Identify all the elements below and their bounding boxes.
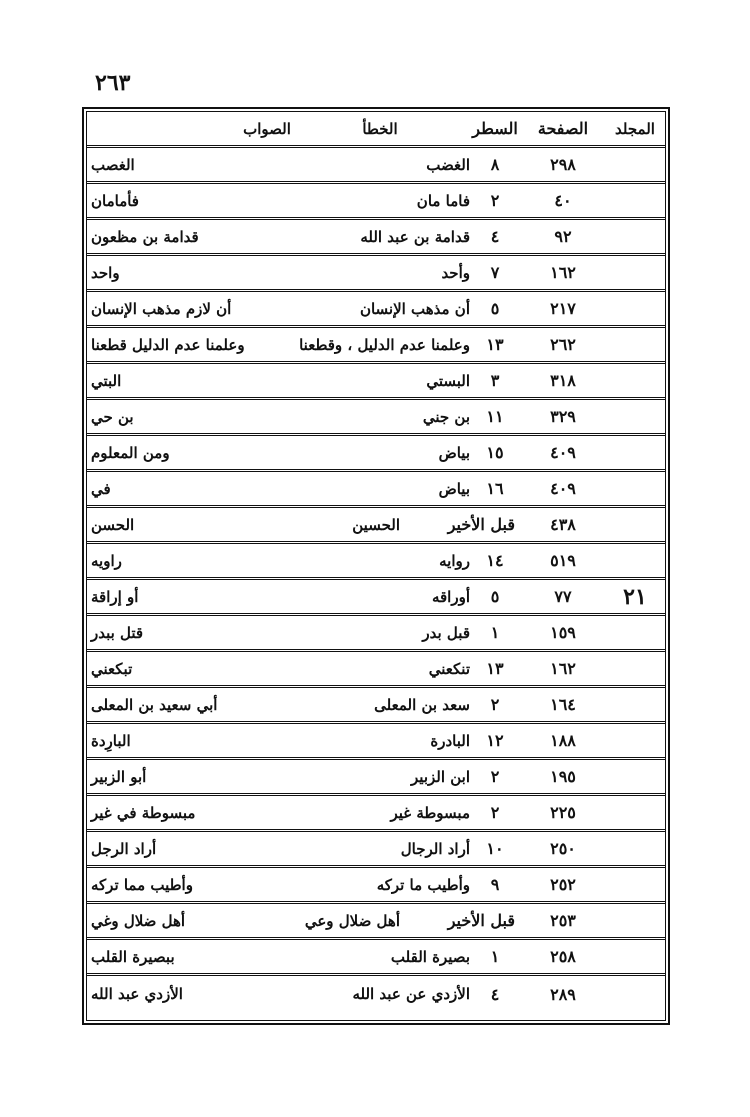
cell-line: ١٠ — [486, 839, 504, 858]
cell-page: ٢٨٩ — [550, 984, 576, 1004]
cell-right: قدامة بن مظعون — [91, 227, 199, 246]
errata-table — [82, 107, 670, 1025]
cell-volume — [605, 472, 665, 505]
cell-line: ٧ — [490, 263, 500, 282]
cell-page: ٩٢ — [554, 227, 572, 246]
cell-line: ٢ — [490, 803, 500, 822]
cell-page: ٤٠٩ — [550, 443, 576, 462]
cell-right: ومن المعلوم — [91, 443, 170, 462]
cell-line: ٤ — [490, 227, 500, 246]
cell-volume — [605, 652, 665, 685]
cell-right: تبكعني — [91, 659, 133, 678]
cell-wrong: قدامة بن عبد الله — [360, 227, 470, 246]
cell-wrong: تنكعني — [428, 659, 470, 678]
cell-volume — [605, 364, 665, 397]
cell-volume — [605, 220, 665, 253]
table-header-row — [87, 112, 665, 148]
cell-right: البارِدة — [91, 731, 131, 750]
errata-table-inner — [86, 111, 666, 1021]
table-row — [87, 544, 665, 580]
cell-page: ١٦٢ — [550, 263, 576, 282]
cell-volume — [605, 508, 665, 541]
cell-page: ٤٠٩ — [550, 479, 576, 498]
cell-page: ٣٢٩ — [550, 407, 576, 426]
header-right: الصواب — [243, 119, 291, 138]
cell-page: ١٨٨ — [550, 731, 576, 750]
cell-wrong: أراد الرجال — [400, 839, 470, 858]
cell-right: أبي سعيد بن المعلى — [91, 695, 218, 714]
table-row — [87, 868, 665, 904]
table-row — [87, 292, 665, 328]
cell-page: ٣١٨ — [550, 371, 576, 390]
cell-wrong: وأحد — [441, 263, 470, 282]
cell-line: ١٥ — [486, 443, 504, 462]
table-row — [87, 580, 665, 616]
table-row — [87, 904, 665, 940]
cell-right: الحسن — [91, 515, 135, 534]
header-wrong: الخطأ — [362, 119, 398, 138]
cell-volume: ٢١ — [623, 583, 647, 610]
cell-wrong: أهل ضلال وعي — [304, 911, 400, 930]
cell-page: ٢٥٢ — [550, 875, 576, 894]
cell-line: ٢ — [490, 191, 500, 210]
cell-volume — [605, 184, 665, 217]
cell-right: قتل ببدر — [91, 623, 144, 642]
cell-page: ٤٠ — [554, 191, 572, 210]
cell-wrong: أن مذهب الإنسان — [359, 299, 470, 318]
cell-line: ٣ — [490, 371, 500, 390]
cell-line: قبل الأخير — [447, 515, 515, 534]
cell-volume — [605, 940, 665, 973]
cell-line: ٥ — [490, 299, 500, 318]
cell-wrong: مبسوطة غير — [390, 803, 470, 822]
cell-volume — [605, 292, 665, 325]
cell-right: مبسوطة في غير — [91, 803, 196, 822]
cell-right: بن حي — [91, 407, 134, 426]
cell-right: وعلمنا عدم الدليل قطعنا — [91, 335, 245, 354]
cell-page: ٢١٧ — [550, 299, 576, 318]
cell-wrong: بياض — [438, 443, 470, 462]
cell-wrong: روايه — [439, 551, 470, 570]
cell-volume — [605, 904, 665, 937]
cell-right: أو إراقة — [91, 587, 139, 606]
cell-wrong: أوراقه — [431, 587, 470, 606]
cell-line: ١ — [490, 947, 500, 966]
cell-page: ٧٧ — [554, 587, 572, 606]
cell-right: أراد الرجل — [91, 839, 157, 858]
cell-right: وأطيب مما تركه — [91, 875, 193, 894]
cell-right: أبو الزبير — [91, 767, 147, 786]
cell-right: أن لازم مذهب الإنسان — [91, 299, 232, 318]
cell-right: فأمامان — [91, 191, 139, 210]
cell-right: أهل ضلال وغي — [91, 911, 186, 930]
cell-line: ٩ — [490, 875, 500, 894]
table-row — [87, 940, 665, 976]
cell-right: واحد — [91, 263, 120, 282]
cell-volume — [605, 832, 665, 865]
cell-right: راويه — [91, 551, 122, 570]
table-row — [87, 400, 665, 436]
table-row — [87, 976, 665, 1012]
cell-volume — [605, 616, 665, 649]
table-row — [87, 328, 665, 364]
cell-volume — [605, 688, 665, 721]
table-row — [87, 688, 665, 724]
cell-line: ٢ — [490, 767, 500, 786]
cell-line: ١ — [490, 623, 500, 642]
cell-volume — [605, 796, 665, 829]
cell-line: ١٣ — [486, 335, 504, 354]
cell-page: ١٥٩ — [550, 623, 576, 642]
cell-line: ١٢ — [486, 731, 504, 750]
cell-wrong: البادرة — [430, 731, 470, 750]
cell-page: ٢٥٠ — [550, 839, 576, 858]
table-row — [87, 220, 665, 256]
cell-page: ٢٢٥ — [550, 803, 576, 822]
cell-right: البتي — [91, 371, 122, 390]
cell-wrong: الغضب — [426, 155, 470, 174]
cell-line: ١٦ — [486, 479, 504, 498]
cell-page: ٢٥٣ — [550, 911, 576, 930]
cell-volume — [605, 724, 665, 757]
cell-wrong: الحسين — [352, 515, 400, 534]
table-row — [87, 616, 665, 652]
table-row — [87, 472, 665, 508]
page-number: ٢٦٣ — [95, 70, 131, 96]
cell-volume — [605, 148, 665, 181]
cell-volume — [605, 328, 665, 361]
cell-line: ١٤ — [486, 551, 504, 570]
table-row — [87, 364, 665, 400]
cell-line: قبل الأخير — [447, 911, 515, 930]
cell-volume — [605, 868, 665, 901]
cell-line: ١٣ — [486, 659, 504, 678]
cell-page: ٥١٩ — [550, 551, 576, 570]
header-line: السطر — [472, 119, 518, 138]
cell-page: ٤٣٨ — [550, 515, 576, 534]
header-page: الصفحة — [537, 119, 589, 138]
cell-wrong: سعد بن المعلى — [374, 695, 470, 714]
cell-wrong: بياض — [438, 479, 470, 498]
cell-right: في — [91, 479, 111, 498]
cell-volume — [605, 400, 665, 433]
cell-line: ٤ — [490, 984, 500, 1004]
cell-page: ١٦٢ — [550, 659, 576, 678]
cell-wrong: فاما مان — [416, 191, 470, 210]
cell-volume — [605, 544, 665, 577]
cell-wrong: بن جني — [422, 407, 470, 426]
cell-wrong: وأطيب ما تركه — [376, 875, 470, 894]
table-row — [87, 184, 665, 220]
cell-page: ٢٩٨ — [550, 155, 576, 174]
cell-wrong: بصيرة القلب — [390, 947, 470, 966]
cell-page: ١٩٥ — [550, 767, 576, 786]
table-row — [87, 256, 665, 292]
cell-page: ١٦٤ — [550, 695, 576, 714]
cell-volume — [605, 256, 665, 289]
cell-volume — [605, 436, 665, 469]
cell-line: ٥ — [490, 587, 500, 606]
table-row — [87, 436, 665, 472]
table-row — [87, 652, 665, 688]
cell-wrong: ابن الزبير — [411, 767, 470, 786]
cell-line: ١١ — [486, 407, 504, 426]
cell-line: ٢ — [490, 695, 500, 714]
cell-right: الأزدي عبد الله — [91, 985, 183, 1003]
table-row — [87, 724, 665, 760]
table-row — [87, 148, 665, 184]
table-row — [87, 796, 665, 832]
cell-right: الغصب — [91, 155, 135, 174]
cell-wrong: الأزدي عن عبد الله — [352, 985, 470, 1003]
cell-page: ٢٥٨ — [550, 947, 576, 966]
cell-wrong: البستي — [426, 371, 470, 390]
cell-volume — [605, 976, 665, 1012]
cell-wrong: وعلمنا عدم الدليل ، وقطعنا — [299, 335, 470, 354]
cell-page: ٢٦٢ — [550, 335, 576, 354]
cell-wrong: قبل بدر — [422, 623, 470, 642]
cell-line: ٨ — [490, 155, 500, 174]
table-row — [87, 508, 665, 544]
table-row — [87, 760, 665, 796]
table-row — [87, 832, 665, 868]
header-volume: المجلد — [615, 119, 655, 138]
cell-right: ببصيرة القلب — [91, 947, 175, 966]
cell-volume — [605, 760, 665, 793]
